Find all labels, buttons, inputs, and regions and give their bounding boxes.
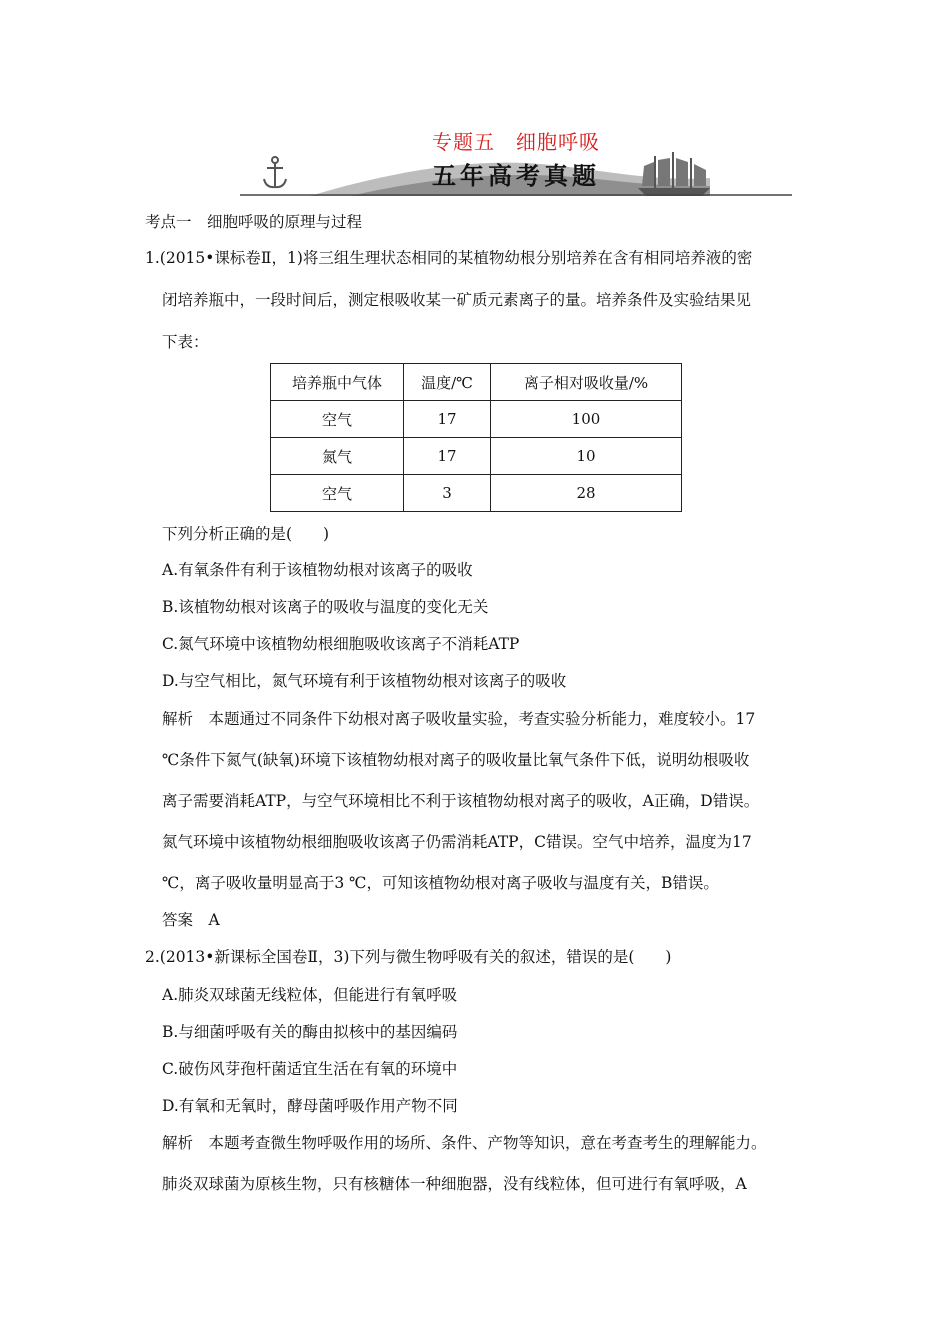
q2-option-d: D.有氧和无氧时，酵母菌呼吸作用产物不同 <box>162 1097 458 1115</box>
q1-option-a: A.有氧条件有利于该植物幼根对该离子的吸收 <box>162 561 473 579</box>
table-cell: 空气 <box>271 401 404 438</box>
q1-analysis-line: ℃条件下氮气(缺氧)环境下该植物幼根对离子的吸收量比氧气条件下低，说明幼根吸收 <box>162 751 750 769</box>
table-cell: 17 <box>404 438 491 475</box>
table-cell: 3 <box>404 475 491 512</box>
table-cell: 28 <box>491 475 682 512</box>
q1-analysis-line: ℃，离子吸收量明显高于3 ℃，可知该植物幼根对离子吸收与温度有关，B错误。 <box>162 874 719 892</box>
q1-option-d: D.与空气相比，氮气环境有利于该植物幼根对该离子的吸收 <box>162 672 567 690</box>
section-title: 考点一 细胞呼吸的原理与过程 <box>145 213 363 231</box>
table-row <box>271 401 682 438</box>
banner-title: 五年高考真题 <box>432 162 600 190</box>
q1-answer: 答案 A <box>162 911 220 929</box>
table-header-cell: 培养瓶中气体 <box>271 364 404 401</box>
q1-option-b: B.该植物幼根对该离子的吸收与温度的变化无关 <box>162 598 489 616</box>
q2-analysis-line: 肺炎双球菌为原核生物，只有核糖体一种细胞器，没有线粒体，但可进行有氧呼吸，A <box>162 1175 747 1193</box>
q2-option-a: A.肺炎双球菌无线粒体，但能进行有氧呼吸 <box>162 986 458 1004</box>
q2-stem: 2.(2013•新课标全国卷Ⅱ，3)下列与微生物呼吸有关的叙述，错误的是( ) <box>145 948 672 966</box>
chapter-header <box>240 120 792 200</box>
q1-stem-line: 闭培养瓶中，一段时间后，测定根吸收某一矿质元素离子的量。培养条件及实验结果见 <box>162 291 752 309</box>
q1-stem-line: 下表： <box>162 333 209 351</box>
table-cell: 17 <box>404 401 491 438</box>
table-cell: 10 <box>491 438 682 475</box>
q1-option-c: C.氮气环境中该植物幼根细胞吸收该离子不消耗ATP <box>162 635 520 653</box>
table-header-row <box>271 364 682 401</box>
table-cell: 空气 <box>271 475 404 512</box>
q2-option-b: B.与细菌呼吸有关的酶由拟核中的基因编码 <box>162 1023 458 1041</box>
q1-analysis-line: 离子需要消耗ATP，与空气环境相比不利于该植物幼根对离子的吸收，A正确，D错误。 <box>162 792 760 810</box>
results-table <box>270 363 682 512</box>
q1-analysis-line: 氮气环境中该植物幼根细胞吸收该离子仍需消耗ATP，C错误。空气中培养，温度为17 <box>162 833 752 851</box>
q1-stem-line: 1.(2015•课标卷Ⅱ，1)将三组生理状态相同的某植物幼根分别培养在含有相同培养液的密 <box>145 249 753 267</box>
table-row <box>271 438 682 475</box>
table-cell: 氮气 <box>271 438 404 475</box>
q2-option-c: C.破伤风芽孢杆菌适宜生活在有氧的环境中 <box>162 1060 458 1078</box>
q2-analysis-line: 解析 本题考查微生物呼吸作用的场所、条件、产物等知识，意在考查考生的理解能力。 <box>162 1134 767 1152</box>
table-cell: 100 <box>491 401 682 438</box>
table-header-cell: 温度/℃ <box>404 364 491 401</box>
q1-analysis-line: 解析 本题通过不同条件下幼根对离子吸收量实验，考查实验分析能力，难度较小。17 <box>162 710 756 728</box>
q1-prompt: 下列分析正确的是( ) <box>162 525 330 543</box>
table-row <box>271 475 682 512</box>
table-header-cell: 离子相对吸收量/% <box>491 364 682 401</box>
topic-title: 专题五 细胞呼吸 <box>432 130 600 154</box>
